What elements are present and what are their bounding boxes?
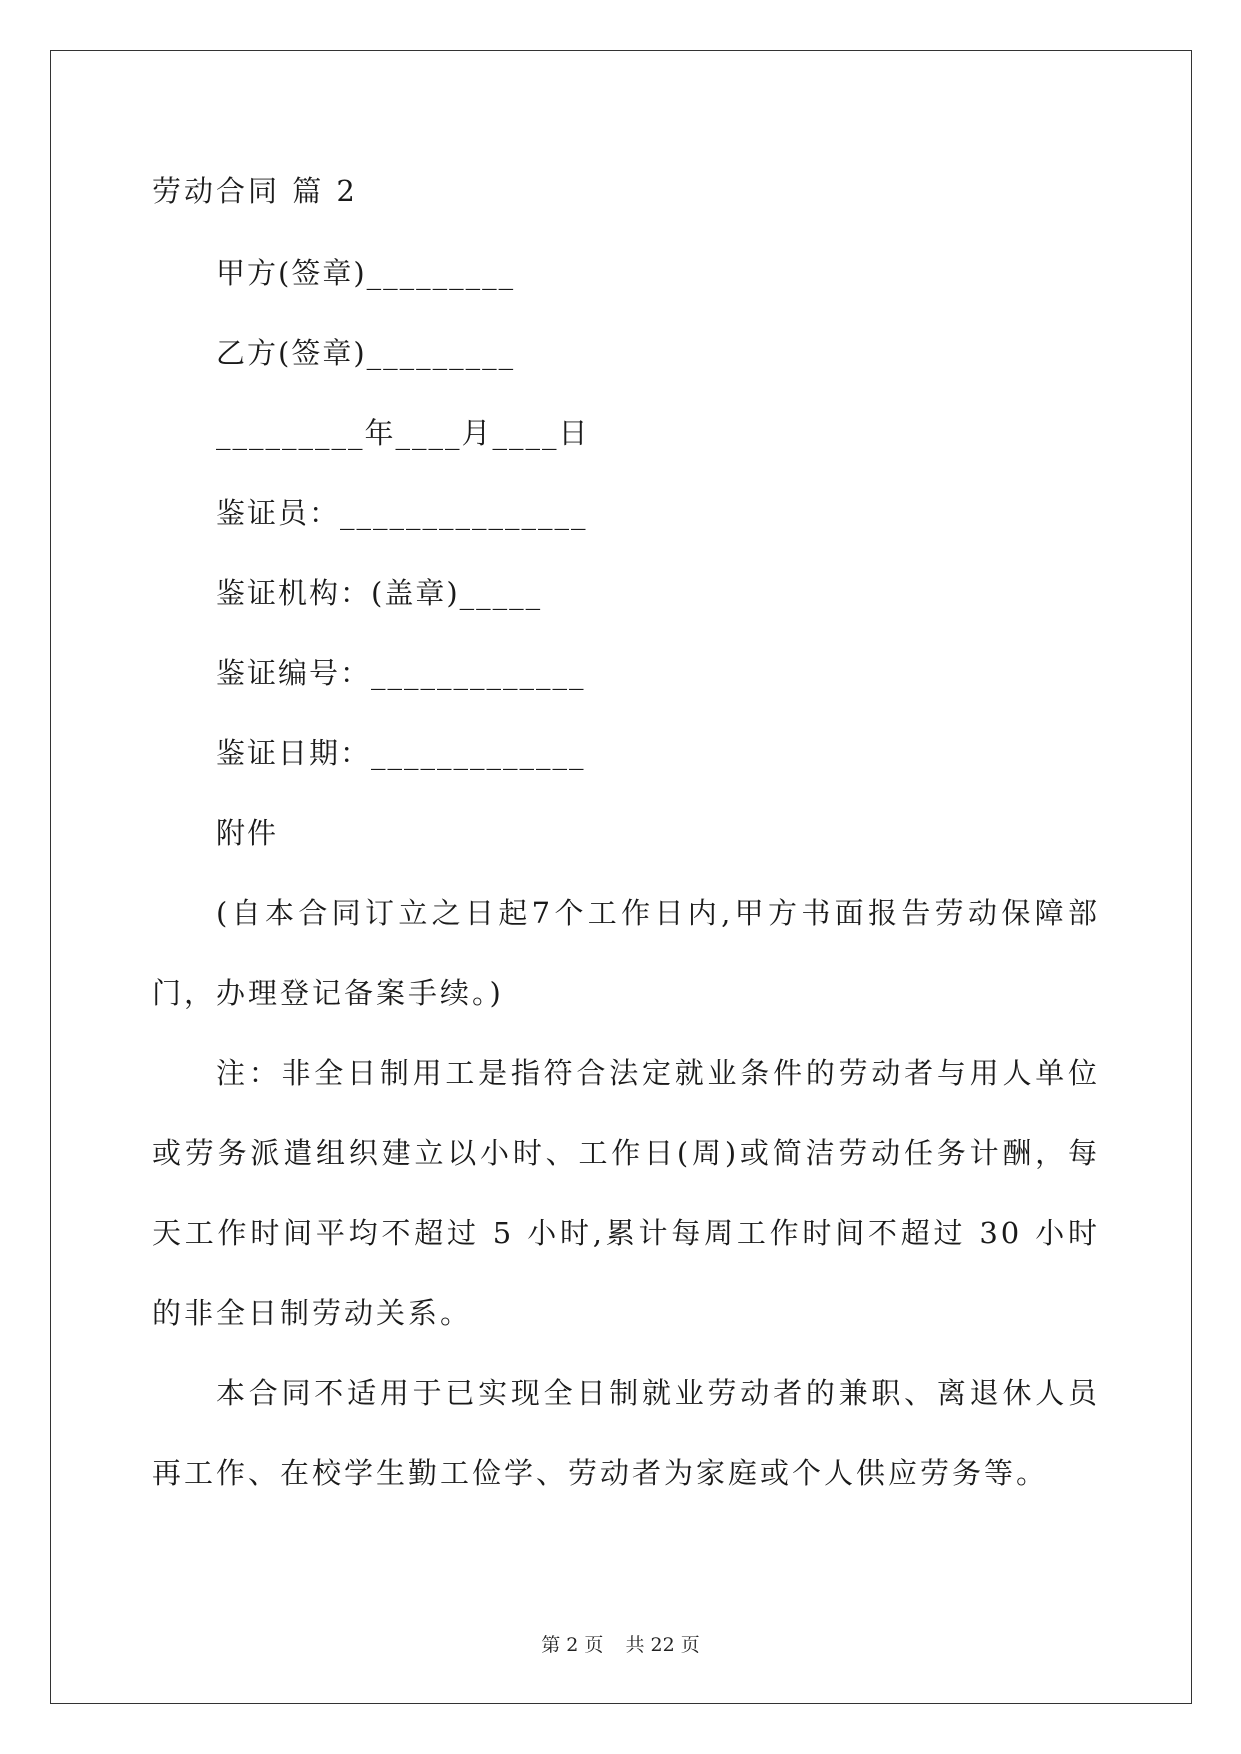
certification-number-line: 鉴证编号：_____________ [216,656,586,690]
page-footer [0,1633,1241,1657]
part-time-definition-paragraph: 注：非全日制用工是指符合法定就业条件的劳动者与用人单位或劳务派遣组织建立以小时、工作日(周)或简洁劳动任务计酬，每天工作时间平均不超过 5 小时,累计每周工作时间不超过 30 小时的非全日制劳动关系。 [152,1056,1100,1330]
certifier-line: 鉴证员：_______________ [216,496,588,530]
certifying-agency-line: 鉴证机构：(盖章)_____ [216,576,543,610]
filing-note-paragraph: (自本合同订立之日起7个工作日内,甲方书面报告劳动保障部门，办理登记备案手续。) [152,896,1100,1010]
date-line: _________年____月____日 [216,416,590,450]
party-a-signature-line: 甲方(签章)_________ [216,256,516,290]
page-total: 共 22 页 [625,1634,700,1656]
party-b-signature-line: 乙方(签章)_________ [216,336,516,370]
scope-exclusion-paragraph: 本合同不适用于已实现全日制就业劳动者的兼职、离退休人员再工作、在校学生勤工俭学、劳动者为家庭或个人供应劳务等。 [152,1376,1100,1490]
document-heading: 劳动合同 篇 2 [152,174,358,208]
attachment-label: 附件 [216,816,279,850]
page-number: 第 2 页 [541,1634,604,1656]
certification-date-line: 鉴证日期：_____________ [216,736,586,770]
